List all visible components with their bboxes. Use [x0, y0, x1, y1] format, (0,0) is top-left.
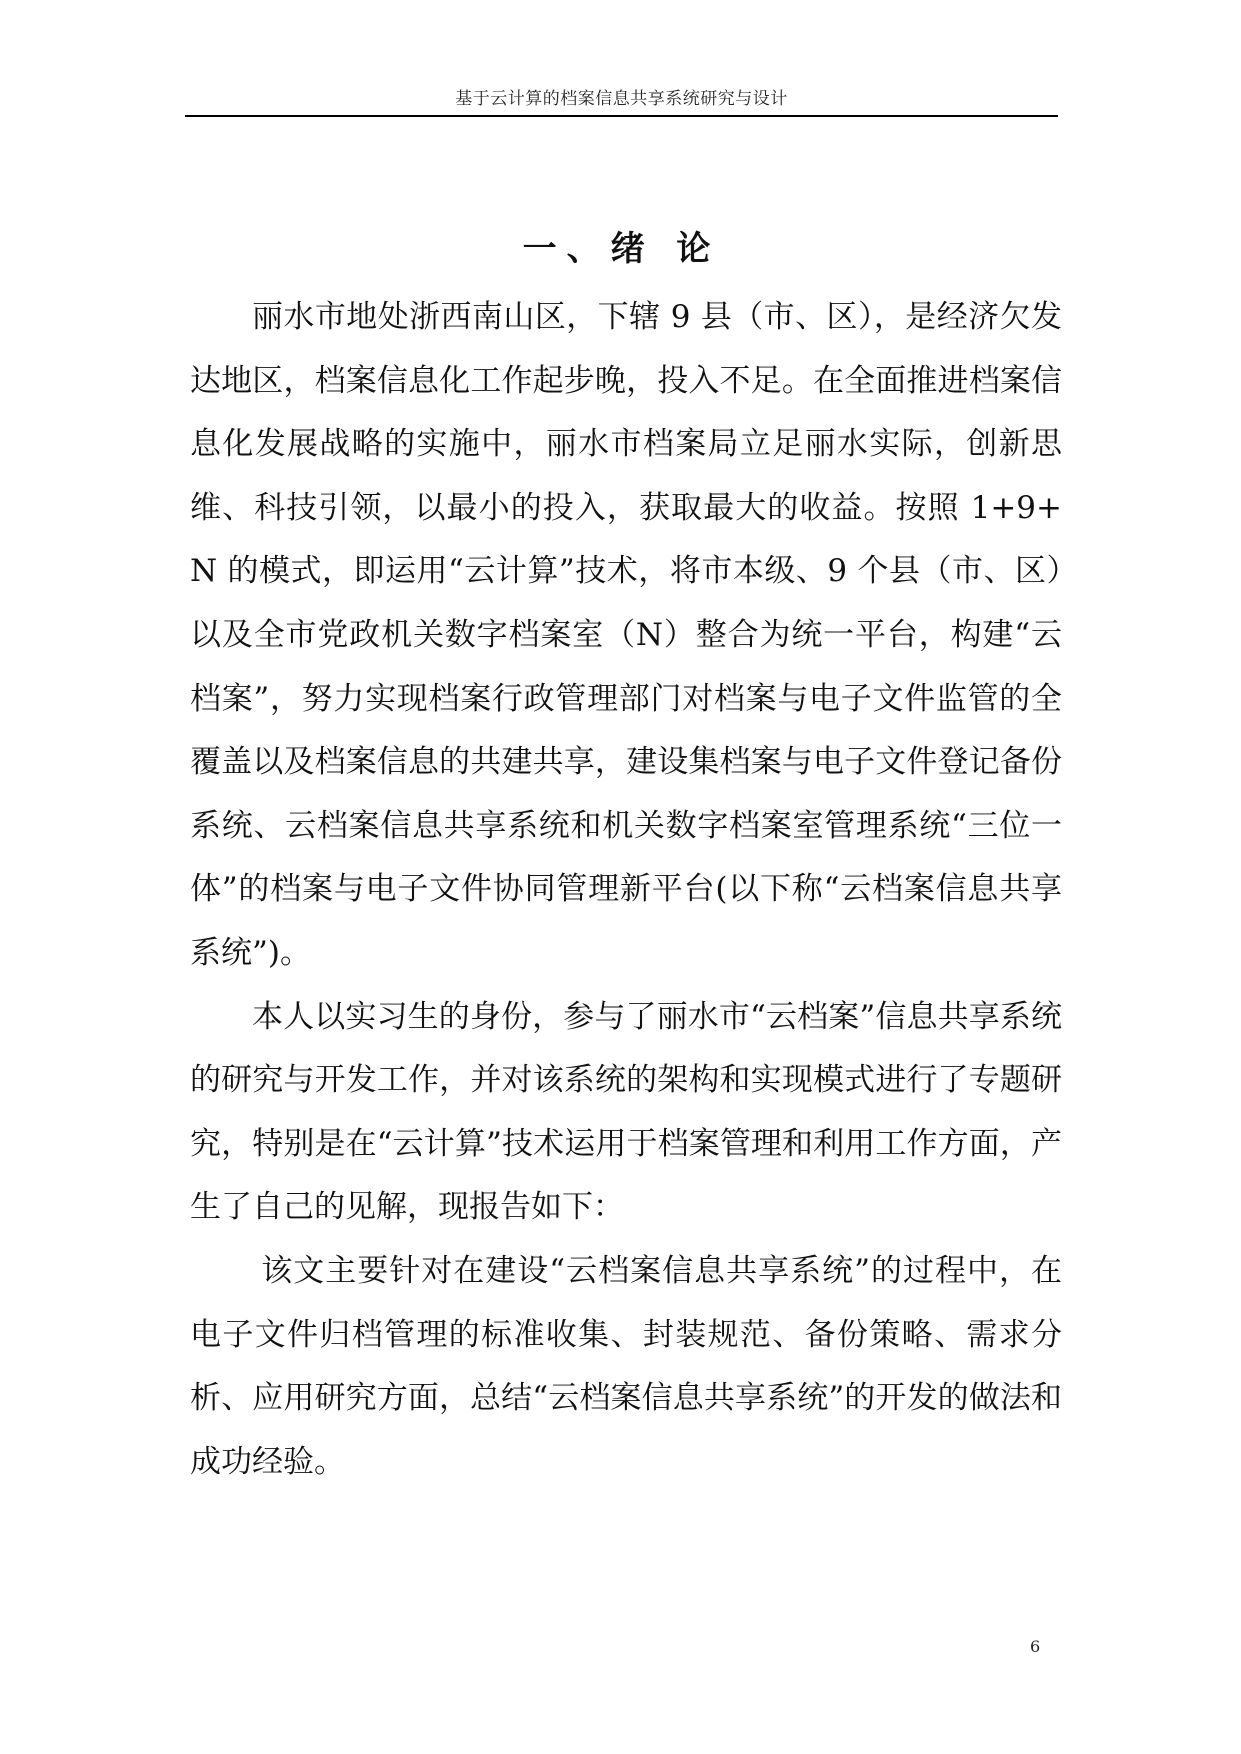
- page-number: 6: [1030, 1637, 1041, 1656]
- body-text: [190, 286, 1062, 1494]
- chapter-title: 一、绪 论: [522, 229, 721, 269]
- running-header: 基于云计算的档案信息共享系统研究与设计: [455, 89, 788, 109]
- paragraph-summary: 该文主要针对在建设“云档案信息共享系统”的过程中，在电子文件归档管理的标准收集、封装规范、备份策略、需求分析、应用研究方面，总结“云档案信息共享系统”的开发的做法和成功经验。: [190, 1252, 1062, 1480]
- paragraph-intro: 丽水市地处浙西南山区，下辖 9 县（市、区），是经济欠发达地区，档案信息化工作起步晚，投入不足。在全面推进档案信息化发展战略的实施中，丽水市档案局立足丽水实际，创新思维、科技引领，以最小的投入，获取最大的收益。按照 1+9+N 的模式，即运用“云计算”技术，将市本级、9 个县（市、区）以及全市党政机关数字档案室（N）整合为统一平台，构建“云档案”，努力实现档案行政管理部门对档案与电子文件监管的全覆盖以及档案信息的共建共享，建设集档案与电子文件登记备份系统、云档案信息共享系统和机关数字档案室管理系统“三位一体”的档案与电子文件协同管理新平台(以下称“云档案信息共享系统”)。: [190, 299, 1062, 971]
- header-rule: [185, 115, 1058, 117]
- paragraph-role: 本人以实习生的身份，参与了丽水市“云档案”信息共享系统的研究与开发工作，并对该系统的架构和实现模式进行了专题研究，特别是在“云计算”技术运用于档案管理和利用工作方面，产生了自己的见解，现报告如下：: [190, 998, 1062, 1226]
